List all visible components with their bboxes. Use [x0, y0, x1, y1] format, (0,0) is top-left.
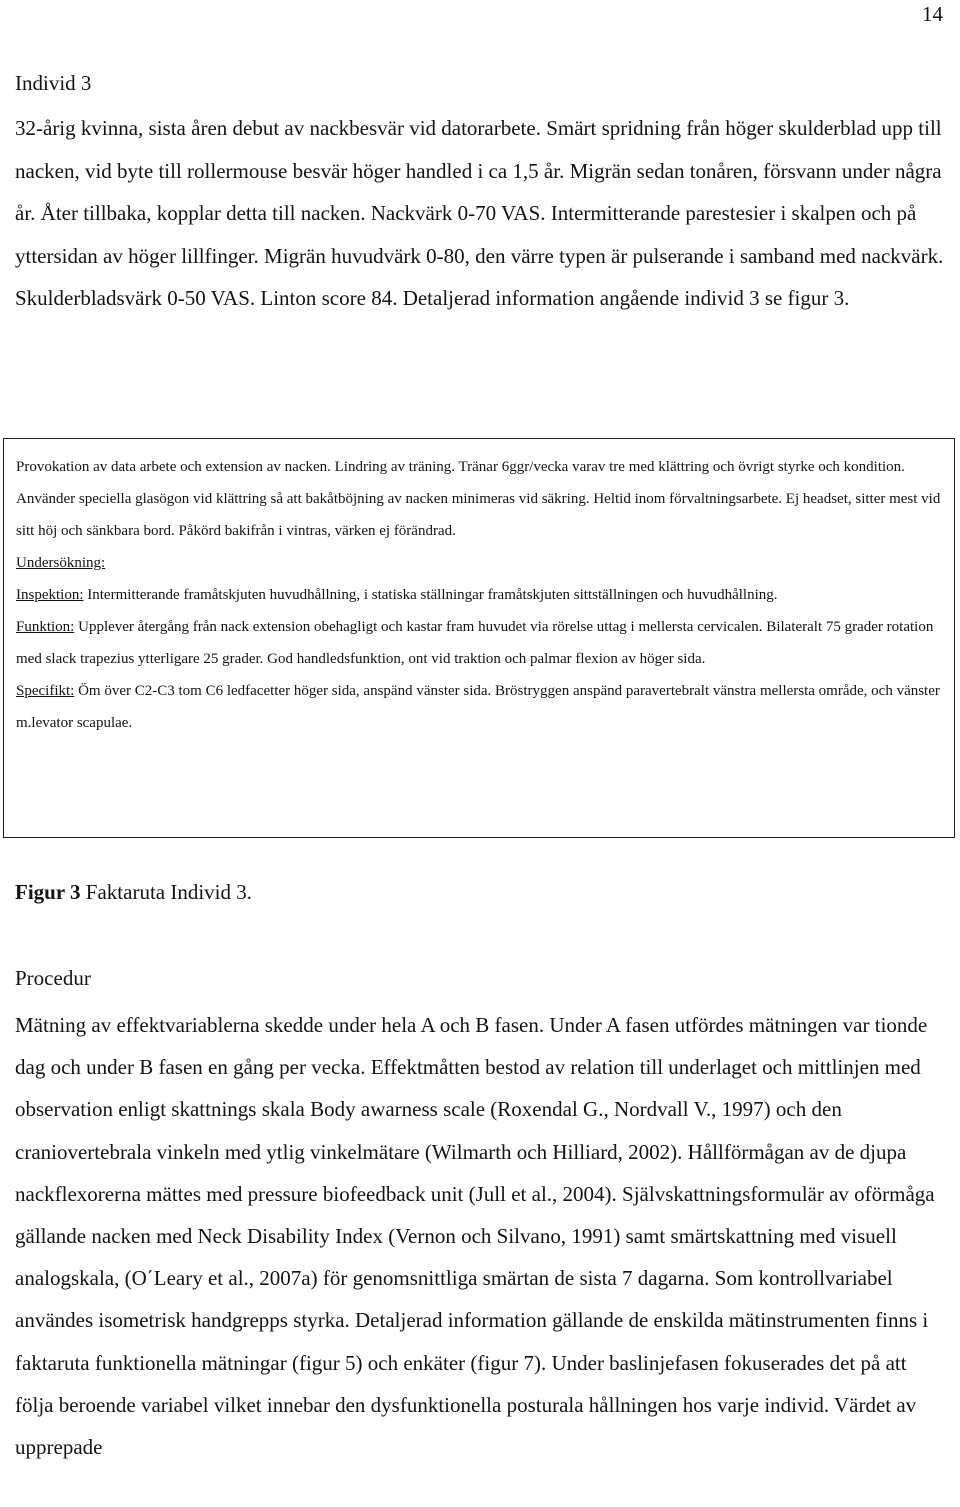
- procedure-paragraph: Mätning av effektvariablerna skedde under hela A och B fasen. Under A fasen utfördes mätningen var tionde dag och under B fasen en gång per vecka. Effektmåtten bestod av relation till underlaget och mittlinjen med observation enligt skattnings skala Body awarness scale (Roxendal G., Nordvall V., 1997) och den craniovertebrala vinkeln med ytlig vinkelmätare (Wilmarth och Hilliard, 2002). Hållförmågan av de djupa nackflexorerna mättes med pressure biofeedback unit (Jull et al., 2004). Självskattningsformulär av oförmåga gällande nacken med Neck Disability Index (Vernon och Silvano, 1991) samt smärtskattning med visuell analogskala, (O΄Leary et al., 2007a) för genomsnittliga smärtan de sista 7 dagarna. Som kontrollvariabel användes isometrisk handgrepps styrka. Detaljerad information gällande de enskilda mätinstrumenten finns i faktaruta funktionella mätningar (figur 5) och enkäter (figur 7). Under baslinjefasen fokuserades det på att följa beroende variabel vilket innebar den dysfunktionella posturala hållningen hos varje individ. Värdet av upprepade: [15, 1013, 935, 1460]
- fact-history: Provokation av data arbete och extension av nacken. Lindring av träning. Tränar 6ggr/vecka varav tre med klättring och övrigt styrke och kondition. Använder speciella glasögon vid klättring så att bakåtböjning av nacken minimeras vid säkring. Heltid inom förvaltningsarbete. Ej headset, sitter mest vid sitt höj och sänkbara bord. Påkörd bakifrån i vintras, värken ej förändrad.: [16, 459, 941, 539]
- section-title-procedur: Procedur: [15, 966, 91, 990]
- figure-caption-label: Figur 3: [15, 880, 81, 904]
- exam-heading: [16, 547, 942, 579]
- section-title-individ: Individ 3: [15, 71, 92, 95]
- page-number: 14: [922, 2, 943, 26]
- specific-paragraph: [16, 675, 942, 739]
- function-paragraph: [16, 611, 942, 675]
- inspection-paragraph: [16, 579, 942, 611]
- intro-paragraph: 32-årig kvinna, sista åren debut av nackbesvär vid datorarbete. Smärt spridning från höger skulderblad upp till nacken, vid byte till rollermouse besvär höger handled i ca 1,5 år. Migrän sedan tonåren, försvann under några år. Åter tillbaka, kopplar detta till nacken. Nackvärk 0-70 VAS. Intermitterande parestesier i skalpen och på yttersidan av höger lillfinger. Migrän huvudvärk 0-80, den värre typen är pulserande i samband med nackvärk. Skulderbladsvärk 0-50 VAS. Linton score 84. Detaljerad information angående individ 3 se figur 3.: [15, 116, 944, 310]
- inspection-text: Intermitterande framåtskjuten huvudhållning, i statiska ställningar framåtskjuten sittställningen och huvudhållning.: [83, 587, 778, 603]
- figure-caption-text: Faktaruta Individ 3.: [80, 880, 253, 904]
- specific-label: Specifikt:: [16, 683, 75, 699]
- exam-heading-label: Undersökning:: [16, 555, 106, 571]
- figure-caption: [15, 880, 252, 905]
- function-text: Upplever återgång från nack extension obehagligt och kastar fram huvudet via rörelse uttag i mellersta cervicalen. Bilateralt 75 grader rotation med slack trapezius ytterligare 25 grader. God handledsfunktion, ont vid traktion och palmar flexion av höger sida.: [16, 619, 934, 667]
- function-label: Funktion:: [16, 619, 75, 635]
- specific-text: Öm över C2-C3 tom C6 ledfacetter höger sida, anspänd vänster sida. Bröstryggen anspänd paravertebralt vänstra mellersta område, och vänster m.levator scapulae.: [16, 683, 940, 731]
- inspection-label: Inspektion:: [16, 587, 84, 603]
- fact-box: [3, 438, 955, 838]
